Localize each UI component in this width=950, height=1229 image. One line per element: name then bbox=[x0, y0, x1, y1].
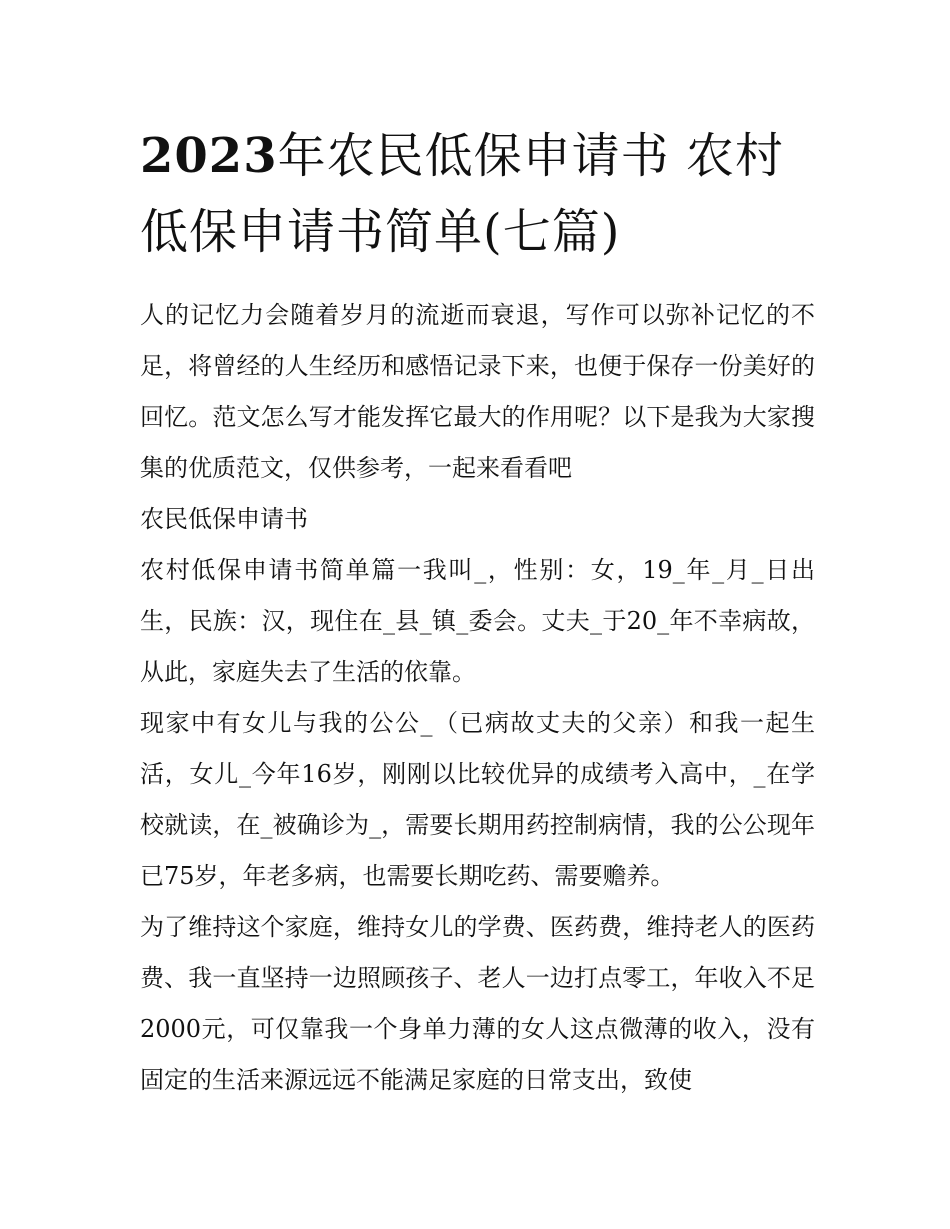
body-paragraph: 为了维持这个家庭，维持女儿的学费、医药费，维持老人的医药费、我一直坚持一边照顾孩子、老人一边打点零工，年收入不足2000元，可仅靠我一个身单力薄的女人这点微薄的收入，没有固定的生活来源远远不能满足家庭的日常支出，致使 bbox=[140, 913, 815, 1094]
body-paragraph: 现家中有女儿与我的公公_（已病故丈夫的父亲）和我一起生活，女儿_今年16岁，刚刚以比较优异的成绩考入高中，_在学校就读，在_被确诊为_，需要长期用药控制病情，我的公公现年已75岁，年老多病，也需要长期吃药、需要赡养。 bbox=[140, 709, 815, 890]
body-paragraph: 农村低保申请书简单篇一我叫_，性别：女，19_年_月_日出生，民族：汉，现住在_县_镇_委会。丈夫_于20_年不幸病故，从此，家庭失去了生活的依靠。 bbox=[140, 556, 815, 686]
document-title bbox=[140, 118, 815, 270]
section-heading: 农民低保申请书 bbox=[140, 505, 308, 533]
intro-paragraph: 人的记忆力会随着岁月的流逝而衰退，写作可以弥补记忆的不足，将曾经的人生经历和感悟记录下来，也便于保存一份美好的回忆。范文怎么写才能发挥它最大的作用呢？以下是我为大家搜集的优质范文，仅供参考，一起来看看吧 bbox=[140, 301, 815, 482]
title-year: 2023 bbox=[140, 128, 278, 184]
document-page bbox=[140, 118, 815, 1106]
document-body bbox=[140, 290, 815, 1106]
title-text: 年农民低保申请书 农村低保申请书简单(七篇) bbox=[140, 128, 784, 260]
